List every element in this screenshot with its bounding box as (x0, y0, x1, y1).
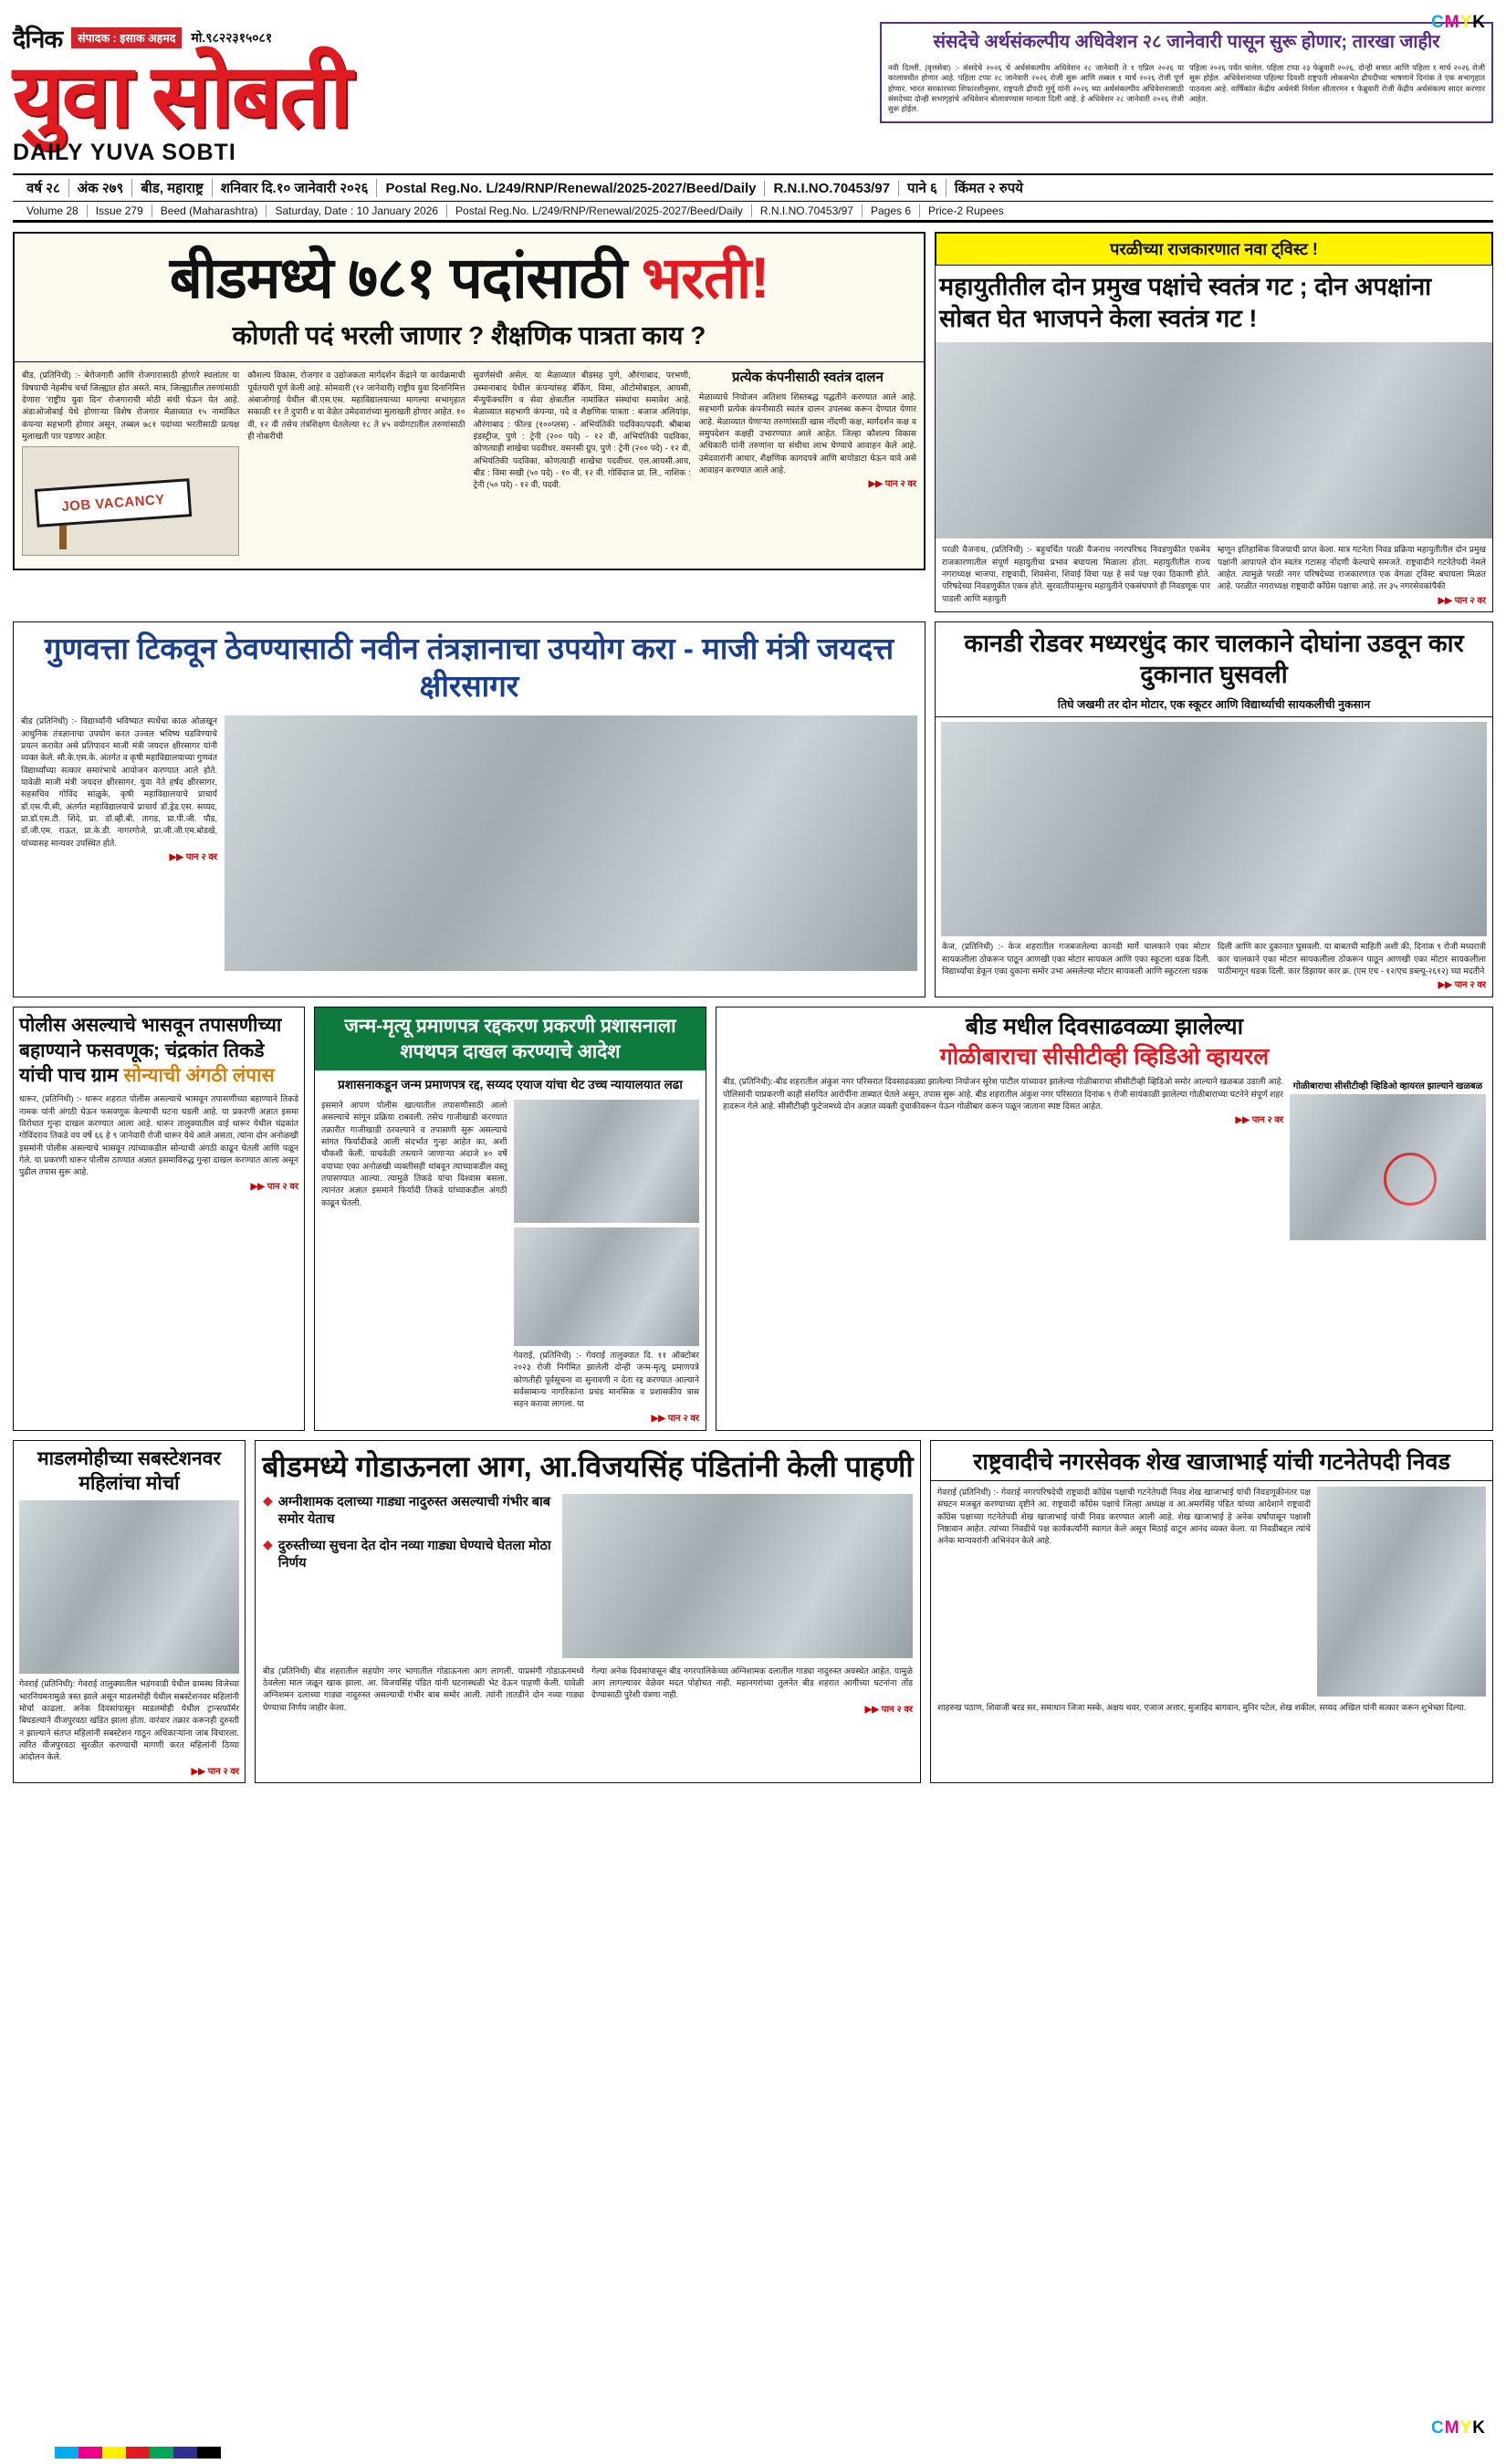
godown-fire-continue-link[interactable]: ▶▶ पान २ वर (864, 1704, 913, 1715)
volume-en: Volume 28 (18, 204, 88, 217)
group-leader-body (931, 1481, 1492, 1702)
masthead-top-story-col1: नवी दिल्ली, (वृत्तसेवा) :- संसदेचे २०२६ चे अर्थसंकल्पीय अधिवेशन २८ जानेवारी ते १ एप्रिल २०२६ या कालावधीत होणार आहे. पहिला टप्पा २८ जानेवारी २०२६ रोजी सुरू आणि तब्बल १ मार्च २०२६ रोजी पूर्ण होणार. भारत सरकारच्या शिफारशीनुसार, राष्ट्रपती द्रौपदी मुर्मू यांनी २०२६ च्या अर्थसंकल्पीय अधिवेशनासाठी संसदेच्या दोन्ही सभागृहांचे अधिवेशन बोलावण्यास मान्यता दिली आहे. हे अधिवेशन २८ जानेवारी २०२६ रोजी सुरू होईल. (888, 63, 1184, 114)
women-protest-continue-link[interactable]: ▶▶ पान २ वर (191, 1766, 239, 1777)
lead-col3-text: सुवर्णसंधी असेल. या मेळाव्यात बीडसह पुणे, औरंगाबाद, परभणी, उस्मानाबाद येथील कंपन्यांसह बँकिंग, विमा, ऑटोमोबाइल, आयसी, मॅन्युफॅक्चरिंग व सेवा क्षेत्रातील नामांकित संस्थांचा समावेश आहे. मेळाव्यात सहभागी कंपन्या, पदे व शैक्षणिक पात्रता : बजाज अलियांझ, औरंगाबाद : फील्ड (१००प्लस) - अभियंतिकी पदविका/पदवी. श्रीबाबा इंडस्ट्रीज, पुणे : ट्रेनी (२०० पदे) - १२ वी, अभियंतिकी पदविका, कोणत्याही शाखेचा पदवीधर. वसनसी ग्रुप, पुणे : ट्रेनी (२०० पदे) - १२ वी, अभियंतिकी पदविका, कोणत्याही शाखेचा पदवीधर. एल.आयसी.आय, बीड : विमा सखी (५० पदे) - १० वी, १२ वी. गोविंदाज प्रा. लि., नाशिक : ट्रेनी (५० पदे) - १२ वी, पदवी. (473, 371, 691, 490)
cmyk-mark-bottom: CMYK (1431, 2418, 1486, 2438)
women-protest-story (13, 1440, 246, 1783)
birth-certificate-col2-wrap (514, 1100, 700, 1424)
section-three (13, 1007, 1493, 1430)
lead-column-3 (474, 370, 691, 561)
car-accident-story (935, 621, 1493, 998)
place-en: Beed (Maharashtra) (152, 204, 267, 217)
cmyk-mark-top: CMYK (1431, 13, 1486, 32)
highlight-circle-icon (1384, 1153, 1437, 1206)
godown-fire-photo (562, 1494, 913, 1658)
godown-fire-headline: बीडमध्ये गोडाऊनला आग, आ.विजयसिंह पंडितांनी केली पाहणी (262, 1449, 914, 1483)
section-two (13, 621, 1493, 998)
birth-certificate-col1: इसमाने आपण पोलीस खात्यातील तपासणीसाठी आलो असल्याचे सांगून प्रक्रिया राबवली. तसेच गाजीखाडी करण्यात तक्रारीत गाजीखाडी ठरवल्याने व तपासणी सुरू असल्याचे सांगत फिर्यादीकडे आली संदर्भात गुन्हा आहेत का, अशी चौकशी केली. याचवेळी तस्त्याने जाणाऱ्या अंदाजे ४० वर्षे वयाच्या एका अनोळखी व्यक्तीसही थांबवून त्याच्याकडील वस्तू तपासण्यात आल्या. त्यामुळे तिकडे यांचा विश्वास बसला. त्यानंतर अज्ञात इसमाने फिर्यादी तिकडे यांच्याकडील अंगठी काढून घेतली. (321, 1100, 507, 1207)
lead-col2-text: कौशल्य विकास, रोजगार व उद्योजकता मार्गदर्शन केंद्राने या कार्यक्रमाची पूर्वतयारी पूर्ण केली आहे. सोमवारी (१२ जानेवारी) राष्ट्रीय युवा दिनानिमित्त अंबाजोगाई येथील बी.एस.एस. महाविद्यालयाच्या मागल्या सभागृहात सकाळी ११ ते दुपारी ४ या वेळेत उमेदवारांच्या मुलाखती होणार आहेत. १० वी, १२ वी तसेच तंत्रशिक्षण घेतलेल्या १८ ते ४५ वयोगटातील तरुणांसाठी ही नोकरीची (247, 371, 465, 442)
lead-headline-main: बीडमध्ये ७८१ पदांसाठी (169, 246, 627, 311)
masthead (13, 9, 1493, 166)
godown-fire-bullet-1: अग्नीशामक दलाच्या गाड्या नादुरुस्त असल्याची गंभीर बाब समोर येताच (277, 1494, 551, 1528)
issue-info-english (13, 201, 1493, 222)
lead-subheadline: कोणती पदं भरली जाणार ? शैक्षणिक पात्रता काय ? (15, 314, 924, 362)
group-leader-story (930, 1440, 1493, 1783)
godown-fire-bullets (263, 1494, 555, 1658)
mobile-number: मो.९८२२३१५०८१ (191, 29, 273, 45)
lead-column-4 (699, 370, 916, 561)
lead-col1-text: बीड, (प्रतिनिधी) :- बेरोजगारी आणि रोजगारासाठी होणारे स्थलांतर या विषयाची नेहमीच चर्चा जिल्ह्यात होत असते. मात्र, जिल्ह्यातील तरुणांसाठी देणारा 'राष्ट्रीय युवा दिन' रोजगाराची मोठी संधी घेऊन येत आहे. अंडाओजोबाई येथे होणाऱ्या विशेष रोजगार मेळाव्यात १५ नामांकित कंपन्या सहभागी होणार असून, तब्बल ७८१ पदांच्या भरतीसाठी प्रत्यक्ष मुलाखती पार पडणार आहेत. (22, 371, 240, 442)
lead-column-2 (247, 370, 465, 561)
editor-label: संपादक : इसाक अहमद (71, 27, 182, 48)
politics-kicker: परळीच्या राजकारणात नवा ट्विस्ट ! (936, 233, 1492, 266)
firing-cctv-story (716, 1007, 1493, 1430)
price-mr: किंमत २ रुपये (954, 181, 1024, 197)
politics-continue-link[interactable]: ▶▶ पान २ वर (1438, 595, 1486, 606)
fake-police-headline (19, 1013, 298, 1088)
rni-en: R.N.I.NO.70453/97 (752, 204, 863, 217)
politics-col1: परळी वैजनाथ, (प्रतिनिधी) :- बहुचर्चित परळी वैजनाथ नगरपरिषद निवडणुकीत एकमेव राजकारणातील संपूर्ण महायुतीचा प्रभाव बघायला मिळाला होता. महायुतीतील राज्य नगराध्यक्ष भाजपा, राष्ट्रवादी, शिवसेना, शिवाई विचा पक्ष हे सर्व पक्ष एका ठिकाणी होते. परिषदेच्या निवडणुकीत एकत्र होते. सुरवातीपासूनच महायुतीने एकसंघपणे ही निवडणूक पार पाडली आणि महायुती (942, 545, 1210, 603)
lead-headline (15, 234, 924, 314)
godown-fire-body (256, 1488, 920, 1665)
firing-cctv-text: बीड, (प्रतिनिधी):-बीड शहरातील अंकुश नगर परिसरात दिवसाढवळ्या झालेल्या नियोजन सुरेश पाटील यांच्यावर झालेल्या गोळीबाराचा सीसीटीव्ही व्हिडिओ समोर आल्याने खळबळ उडाली आहे. पोलिसांनी याप्रकरणी काही संशयित आरोपींना ताब्यात घेतले असून, तपास सुरू आहे. बीड शहरातील अंकुश नगर परिसरात दिनांक ९ रोजी सायंकाळी झालेल्या गोळीबाराच्या घटनेने संपूर्ण शहर हादरून गेले आहे. सीसीटीव्ही फुटेजमध्ये दोन अज्ञात व्यक्ती दुचाकीवरून येऊन गोळीबार करून पळून जाताना स्पष्ट दिसत आहेत. (723, 1077, 1283, 1111)
price-en: Price-2 Rupees (928, 204, 1004, 218)
minister-photo (225, 715, 917, 971)
newspaper-logo: युवा सोबती (13, 47, 351, 145)
issue-en: Issue 279 (88, 204, 152, 217)
firing-cctv-photo (1290, 1094, 1486, 1240)
date-mr: शनिवार दि.१० जानेवारी २०२६ (213, 179, 378, 197)
minister-headline: गुणवत्ता टिकवून ठेवण्यासाठी नवीन तंत्रज्ञानाचा उपयोग करा - माजी मंत्री जयदत्त क्षीरसागर (44, 631, 894, 703)
petitioner-portrait-photo (514, 1227, 700, 1346)
newspaper-logo-english: DAILY YUVA SOBTI (13, 140, 236, 166)
firing-cctv-continue-link[interactable]: ▶▶ पान २ वर (1235, 1115, 1283, 1126)
politics-body (936, 544, 1492, 611)
birth-certificate-continue-link[interactable]: ▶▶ पान २ वर (651, 1413, 699, 1424)
firing-cctv-caption: गोळीबाराचा सीसीटीव्ही व्हिडिओ व्हायरल झाल्याने खळबळ (1292, 1081, 1483, 1092)
godown-fire-bullet (263, 1494, 555, 1530)
pages-en: Pages 6 (863, 204, 920, 217)
car-accident-continue-link[interactable]: ▶▶ पान २ वर (1438, 980, 1486, 991)
fake-police-text: धारूर, (प्रतिनिधी) :- धारूर शहरात पोलीस असल्याचे भासवून तपासणीच्या बहाण्याने तिकडे नामक यांनी अंगठी घेऊन फसवणूक केल्याची घटना घडली आहे. या प्रकरणी अज्ञात इसमा विरोधात गुन्हा दाखल करण्यात आला आहे. धारूर तालुक्यातील वाई धारूर येथील चंद्रकांत गोविंदराव तिकडे वय वर्षे ६६ हे ९ जानेवारी रोजी धारूर येथे आले असता, त्यांना दोन अनोळखी इसमांनी पोलीस असल्याचे भासवून त्यांच्याकडील सोन्याची अंगठी काढून घेतली आणि पळून गेले. या प्रकरणी धारूर पोलीस ठाण्यात अज्ञात इसमाविरुद्ध गुन्हा दाखल करण्यात आला असून पुढील तपास सुरू आहे. (19, 1094, 298, 1177)
politics-col2-wrap (1218, 544, 1486, 605)
godown-fire-text-cols (256, 1665, 920, 1722)
women-protest-headline: माडलमोहीच्या सबस्टेशनवर महिलांचा मोर्चा (37, 1447, 221, 1494)
lead-sidebar-heading: प्रत्येक कंपनीसाठी स्वतंत्र दालन (731, 370, 884, 386)
masthead-top-story-col2: पहिला २०२६ पर्यंत चालेल. पहिला टप्पा २३ फेब्रुवारी २०२६, दोन्ही सत्रात आणि पहिला १ मार्च २०२६ रोजी सुरू होईल. अधिवेशनाच्या पहिल्या दिवशी राष्ट्रपती लोकसभेत द्रौपदीच्या भाषणाने दिनांक ते एक सभागृहात पाठवला आहे. वार्षिकांत केंद्रीय अर्थमंत्री निर्मला सीतारमन १ फेब्रुवारी रोजी केंद्रीय अर्थसंकल्प सादर करणार आहेत. (1189, 63, 1485, 104)
car-accident-headline: कानडी रोडवर मध्यरधुंद कार चालकाने दोघांना उडवून कार दुकानात घुसवली (964, 629, 1464, 688)
job-vacancy-photo (22, 446, 239, 556)
car-accident-body (936, 941, 1492, 997)
lead-story (13, 232, 926, 570)
group-leader-text: गेवराई (प्रतिनिधी) :- गेवराई नगरपरिषदेची राष्ट्रवादी काँग्रेस पक्षाची गटनेतेपदी निवड शेख खाजाभाई यांची निवडणूकीनंतर पक्ष संघटन मजबूत करण्याच्या दृष्टीने आ. राष्ट्रवादी काँग्रेस पक्षाचे जिल्हा अध्यक्ष व आ.अमरसिंह पंडित यांच्या आदेशाने राष्ट्रवादी काँग्रेस पक्षाच्या गटनेतेपदी शेख खाजाभाई यांची निवड करण्यात आली आहे. शेख खाजाभाई हे अनेक वर्षांपासून पक्षाशी निष्ठावान आहेत. त्यांच्या निवडीचे पक्ष कार्यकर्त्यांनी स्वागत केले असून मिठाई वाटून आनंद व्यक्त केला. या निवडीबद्दल त्यांचे अनेक मान्यवरांनी अभिनंदन केले आहे. (937, 1488, 1311, 1546)
issue-mr: अंक २७९ (69, 179, 133, 197)
firing-cctv-text-wrap (723, 1076, 1283, 1240)
volume-mr: वर्ष २८ (18, 179, 69, 197)
politics-headline: महायुतीतील दोन प्रमुख पक्षांचे स्वतंत्र गट ; दोन अपक्षांना सोबत घेत भाजपने केला स्वतंत्र गट ! (939, 273, 1432, 333)
main-content (13, 232, 1493, 612)
bullet-diamond-icon: ◆ (263, 1492, 273, 1508)
car-accident-col2: दिली आणि कार दुकानात घुसवली. या बाबतची माहिती अशी की, दिनांक ९ रोजी मध्यरात्री कार चालकाने एका मोटार सायकलीला ठोकरून पाठून आणखी एका मोटार सायकलीला पाठीमागून धडक दिली. कार डिझायर कार क्र. (एम एच - १२/एच डब्ल्यू-२६१२) च्या मदतीने (1218, 942, 1486, 976)
minister-text-wrap (21, 715, 217, 971)
birth-certificate-col2: गेवराई, (प्रतिनिधी) :- गेवराई तालुक्यात दि. ११ ऑक्टोबर २०२३ रोजी निर्गमित झालेली दोन्ही जन्म-मृत्यू प्रमाणपत्रे कोणतीही पूर्वसूचना वा सुनावणी न देता रद्द करण्यात आल्याने सर्वसामान्य नागरिकांना प्रचंड मानसिक व प्रशासकीय त्रास सहन करावा लागला. या (513, 1350, 699, 1409)
politics-col2: म्हणून इतिहासिक विजयाची प्राप्त केला. मात्र गटनेता निवड प्रक्रिया महायुतीतील दोन प्रमुख पक्षांनी आपापले दोन स्वतंत्र गटासह नोंदणी केल्याचे समजते. राष्ट्रवादीने गटनेतेपदी नेमले आहेत. त्यामुळे परळी नगर परिषदेच्या राजकारणात एक वेगळा ट्विस्ट बघायला मिळत आहे. परळीत नगराध्यक्ष राष्ट्रवादी काँग्रेस पक्षाचा आहे. तर ३५ नगरसेवकांपैकी (1218, 545, 1486, 591)
fake-police-headline-accent: सोन्याची अंगठी लंपास (123, 1064, 275, 1086)
section-four (13, 1440, 1493, 1783)
date-en: Saturday, Date : 10 January 2026 (267, 204, 447, 217)
lead-body (15, 362, 924, 569)
godown-fire-col2-wrap (591, 1665, 913, 1715)
godown-fire-story (255, 1440, 921, 1783)
masthead-top-story-headline: संसदेचे अर्थसंकल्पीय अधिवेशन २८ जानेवारी पासून सुरू होणार; तारखा जाहीर (882, 24, 1491, 58)
bullet-diamond-icon: ◆ (263, 1536, 273, 1551)
birth-certificate-subheadline: प्रशासनाकडून जन्म प्रमाणपत्र रद्द, सय्यद एयाज यांचा थेट उच्च न्यायालयात लढा (338, 1077, 683, 1091)
lead-col4-text: मेळाव्याचे नियोजन अतिशय शिस्तबद्ध पद्धतीने करण्यात आले आहे. सहभागी प्रत्येक कंपनीसाठी स्वतंत्र दालन उपलब्ध करून देण्यात येणार आहे. मेळाव्यात येणाऱ्या तरुणांसाठी खास नोंदणी कक्ष, मार्गदर्शन कक्ष व समुपदेशन कक्षही उभारण्यात आले आहेत. जिल्हा कौशल्य विकास अधिकारी यांनी तरुणांना या संधीचा लाभ घेण्याचे आवाहन केले आहे. उमेदवारांनी आधार, शैक्षणिक कागदपत्रे आणि बायोडाटा घेऊन यावे असे आवाहन करण्यात आले आहे. (698, 392, 916, 475)
fake-police-headline-main: पोलीस असल्याचे भासवून तपासणीच्या बहाण्याने फसवणूक; चंद्रकांत तिकडे यांची पाच ग्राम (19, 1015, 282, 1086)
issue-info-strips (13, 173, 1493, 223)
group-leader-photo (1317, 1487, 1486, 1697)
masthead-top-story-body (882, 58, 1491, 121)
fake-police-story (13, 1007, 305, 1430)
car-accident-photo (941, 722, 1487, 936)
godown-fire-bullet (263, 1538, 555, 1573)
issue-info-marathi (13, 175, 1493, 201)
group-leader-headline: राष्ट्रवादीचे नगरसेवक शेख खाजाभाई यांची गटनेतेपदी निवड (931, 1441, 1492, 1482)
minister-continue-link[interactable]: ▶▶ पान २ वर (169, 852, 217, 863)
minister-text: बीड (प्रतिनिधी) :- विद्यार्थ्यांनी भविष्यात स्पर्धेचा काळ ओळखून आधुनिक तंत्रज्ञानाचा उपयोग करत उज्वल भविष्य घडविण्याचे प्रयत्न करावेत असे प्रतिपादन माजी मंत्री जयदत्त क्षीरसागर यांनी व्यक्त केले. सौ.के.एस.के. अंतर्गत व कृषी महाविद्यालयाच्या गुणवंत विद्यार्थ्यांच्या सत्कार समारंभाचे आयोजन करण्यात आले होते. यावेळी माजी मंत्री जयदत्त क्षीरसागर, युवा नेते हर्षद क्षीरसागर, सहसचिव गोविंद सांळुके, कृषी महाविद्यालयाचे प्राचार्य डॉ.एस.पी.सी, अंतर्गत महाविद्यालयाचे प्राचार्य डॉ.ड्रेड.एस. सय्यद, प्रा.डॉ.एस.टी. शिंदे, प्रा. डॉ.व्ही.बी. तागड, प्रा.पी.जी. पौड, डॉ.जी.एम. राऊत, प्रा.के.डी. नागरगोजे, प्रा.जी.जी.एम.बोडखे, यांच्यासह मान्यवर उपस्थित होते. (21, 716, 217, 848)
lead-continue-link[interactable]: ▶▶ पान २ वर (868, 479, 916, 490)
birth-certificate-body (315, 1096, 706, 1430)
firing-cctv-body (716, 1076, 1492, 1247)
job-vacancy-sign: JOB VACANCY (35, 479, 193, 528)
women-protest-text: गेवराई (प्रतिनिधी): गेवराई तालुक्यातील भडंगवाडी येथील ग्रामस्थ विजेच्या भारनियमनामुळे त्रस्त झाले असून माडलमोही येथील सबस्टेशनवर महिलांनी मोर्चा काढला. अनेक दिवसांपासून माडलमोही येथील ट्रान्सफॉर्मर बिघडल्याने वीजपुरवठा खंडित झाला होता. वारंवार तक्रार करूनही दुरुस्ती न झाल्याने संतप्त महिलांनी सबस्टेशन गाठून अधिकाऱ्यांना जाब विचारला. त्वरित वीजपुरवठा सुरळीत करण्याची मागणी करत महिलांनी ठिय्या आंदोलन केले. (19, 1679, 239, 1762)
birth-certificate-story (314, 1007, 706, 1430)
group-leader-caption: शाहरुख पठाण, शिवाजी बरड सर, समाधान जिजा मस्के, अक्षय थवर, एजाज अत्तार, मुजाहिद बागवान, मुनिर पटेल, शेख शकील, सय्यद अखिल यांनी सत्कार करून शुभेच्छा दिल्या. (937, 1703, 1467, 1713)
firing-cctv-headline-accent: गोळीबाराचा सीसीटीव्ही व्हिडिओ व्हायरल (939, 1043, 1270, 1070)
godown-fire-col1: बीड (प्रतिनिधी) बीड शहरातील सहयोग नगर भागातील गोडाऊनला आग लागली. याप्रसंगी गोडाऊनमध्ये ठेवलेला माल जळून खाक झाला. आ. विजयसिंह पंडित यांनी घटनास्थळी भेट देऊन पाहणी केली. यावेळी अग्निशमन दलाच्या गाड्या नादुरुस्त असल्याची गंभीर बाब समोर आली. त्यांनी तातडीने दोन नव्या गाड्या घेण्याचा निर्णय जाहीर केला. (263, 1665, 584, 1712)
rni-mr: R.N.I.NO.70453/97 (765, 181, 899, 196)
minister-body (14, 710, 925, 978)
car-accident-col1: केज, (प्रतिनिधी) :- केज शहरातील गजबजलेल्या कानडी मार्गे चालकाने एका मोटार सायकलीला ठोकरून पाठून आणखी एका मोटार सायकल आणि एका स्कूटला धडक दिली. विद्यार्थ्यांचा डेकून एका दुकाना समोर उभा असलेल्या मोटार सायकली आणि स्कूटरला धडक (942, 942, 1210, 976)
minister-story (13, 621, 926, 998)
dainik-label: दैनिक (13, 25, 63, 53)
godown-fire-col2: गेल्या अनेक दिवसांपासून बीड नगरपालिकेच्या अग्निशामक दलातील गाड्या नादुरुस्त अवस्थेत आहेत. यामुळे आग लागल्यावर वेळेवर मदत पोहोचत नाही. महानगरांच्या तुलनेत बीड शहरात आगीच्या घटनांना तोंड देण्यासाठी पुरेशी यंत्रणा नाही. (591, 1665, 913, 1700)
lead-column-1 (22, 370, 239, 561)
car-accident-subheadline: तिघे जखमी तर दोन मोटार, एक स्कूटर आणि विद्यार्थ्याची सायकलीची नुकसान (936, 694, 1492, 717)
fake-police-continue-link[interactable]: ▶▶ पान २ वर (250, 1181, 298, 1192)
masthead-top-story (880, 22, 1493, 123)
women-protest-photo (19, 1500, 239, 1674)
politics-photo (936, 342, 1492, 538)
color-registration-bar (55, 2447, 221, 2459)
postal-reg-mr: Postal Reg.No. L/249/RNP/Renewal/2025-2027/Beed/Daily (377, 181, 765, 196)
place-mr: बीड, महाराष्ट्र (132, 179, 212, 197)
postal-reg-en: Postal Reg.No. L/249/RNP/Renewal/2025-2027/Beed/Daily (447, 204, 752, 217)
lead-story-column (13, 232, 926, 612)
birth-certificate-headline: जन्म-मृत्यू प्रमाणपत्र रद्दकरण प्रकरणी प्रशासनाला शपथपत्र दाखल करण्याचे आदेश (315, 1008, 706, 1070)
firing-cctv-headline-main: बीड मधील दिवसाढवळ्या झालेल्या (965, 1014, 1244, 1040)
politics-story (935, 232, 1493, 612)
lead-headline-accent: भरती! (641, 246, 769, 311)
firing-cctv-media (1290, 1076, 1486, 1240)
car-accident-col2-wrap (1218, 941, 1486, 990)
pages-mr: पाने ६ (899, 179, 946, 197)
godown-fire-bullet-2: दुरुस्तीच्या सुचना देत दोन नव्या गाड्या घेण्याचे घेतला मोठा निर्णय (277, 1538, 551, 1571)
masthead-left (13, 22, 871, 166)
firing-cctv-headline (716, 1008, 1492, 1076)
court-building-photo (514, 1100, 700, 1223)
